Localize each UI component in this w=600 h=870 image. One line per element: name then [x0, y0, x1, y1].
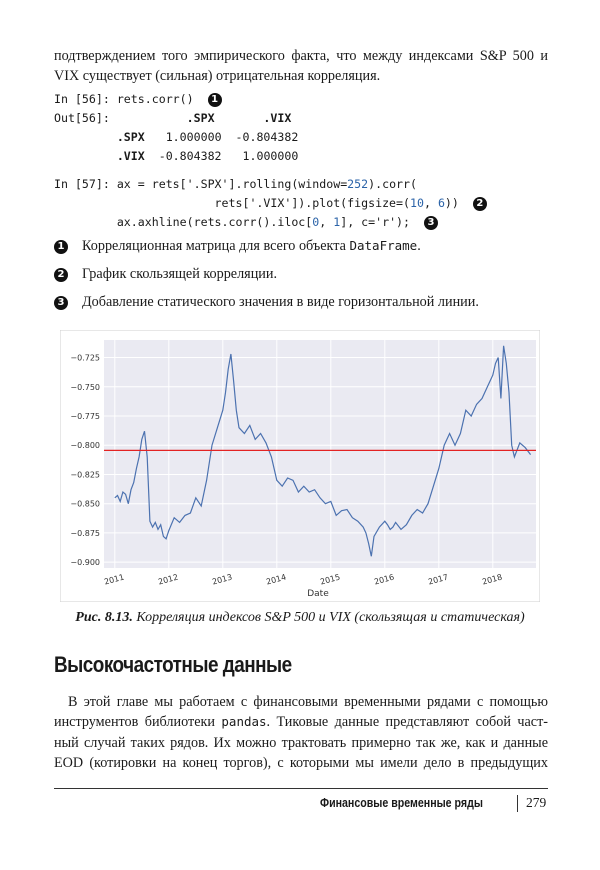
body-line-1: В этой главе мы работаем с финансовыми временными рядами с помощью [68, 694, 548, 710]
y-tick-label: −0.725 [70, 353, 100, 363]
bullet-marker: 3 [54, 296, 68, 310]
section-heading: Высокочастотные данные [54, 652, 292, 677]
figure-caption-label: Рис. 8.13. [75, 610, 133, 625]
footer-section-title: Финансовые временные ряды [320, 796, 483, 810]
x-tick-label: 2012 [157, 572, 180, 587]
rolling-correlation-chart [60, 330, 540, 602]
callout-marker-2: 2 [473, 197, 487, 211]
y-tick-label: −0.900 [70, 558, 100, 568]
table-header-vix: .VIX [263, 111, 292, 125]
x-axis-label: Date [307, 589, 329, 599]
y-tick-label: −0.800 [70, 441, 100, 451]
table-row: .SPX 1.000000 -0.804382 [116, 130, 299, 144]
code-in56-line [54, 90, 222, 109]
code-in57-line-1: In [57]: ax = rets['.SPX'].rolling(window=252).corr( [54, 177, 417, 191]
figure-caption [0, 610, 600, 626]
body-line-2: инструментов библиотеки pandas. Тиковые данные представляют собой част- [54, 714, 548, 730]
row-label: .VIX [116, 149, 145, 163]
x-tick-label: 2017 [427, 572, 450, 587]
intro-line-2: VIX существует (сильная) отрицательная корреляция. [54, 68, 381, 84]
body-line-4: EOD (котировки на конец торгов), с которыми мы имели дело в предыдущих [54, 755, 548, 771]
y-tick-label: −0.775 [70, 412, 100, 421]
x-tick-label: 2013 [211, 572, 234, 587]
body-line-3: ный случай таких рядов. Их можно трактовать примерно так же, как и данные [54, 735, 548, 751]
y-tick-label: −0.825 [70, 470, 100, 480]
bullet-marker: 1 [54, 240, 68, 254]
y-tick-label: −0.850 [70, 499, 100, 509]
callout-marker-1: 1 [208, 93, 222, 107]
page-number: 279 [526, 795, 547, 810]
code-out56-line [54, 109, 291, 128]
table-row: .VIX -0.804382 1.000000 [116, 149, 299, 163]
row-label: .SPX [116, 130, 145, 144]
bullet-item-2: 2 График скользящей корреляции. [54, 264, 277, 284]
figure-caption-text: Корреляция индексов S&P 500 и VIX (скользящая и статическая) [132, 610, 525, 625]
footer-divider [517, 795, 518, 812]
code-text: rets.corr() [116, 92, 194, 106]
x-tick-label: 2015 [319, 572, 342, 587]
y-tick-label: −0.750 [70, 382, 100, 392]
code-in57-line-2: rets['.VIX']).plot(figsize=(10, 6)) 2 [54, 194, 487, 213]
bullet-item-1: 1 Корреляционная матрица для всего объекта DataFrame. [54, 236, 421, 256]
table-header-spx: .SPX [186, 111, 215, 125]
y-tick-label: −0.875 [70, 528, 100, 538]
x-tick-label: 2018 [481, 572, 504, 587]
bullet-item-3: 3 Добавление статического значения в виде горизонтальной линии. [54, 292, 479, 312]
x-tick-label: 2011 [103, 572, 126, 587]
x-tick-label: 2014 [265, 572, 288, 587]
intro-line-1: подтверждением того эмпирического факта, что между индексами S&P 500 и [54, 48, 548, 64]
bullet-marker: 2 [54, 268, 68, 282]
x-tick-label: 2016 [373, 572, 396, 587]
code-in57-line-3: ax.axhline(rets.corr().iloc[0, 1], c='r'); 3 [54, 213, 438, 232]
in-prompt: In [56]: [54, 92, 110, 106]
footer-rule [54, 788, 548, 789]
out-prompt: Out[56]: [54, 111, 110, 125]
callout-marker-3: 3 [424, 216, 438, 230]
